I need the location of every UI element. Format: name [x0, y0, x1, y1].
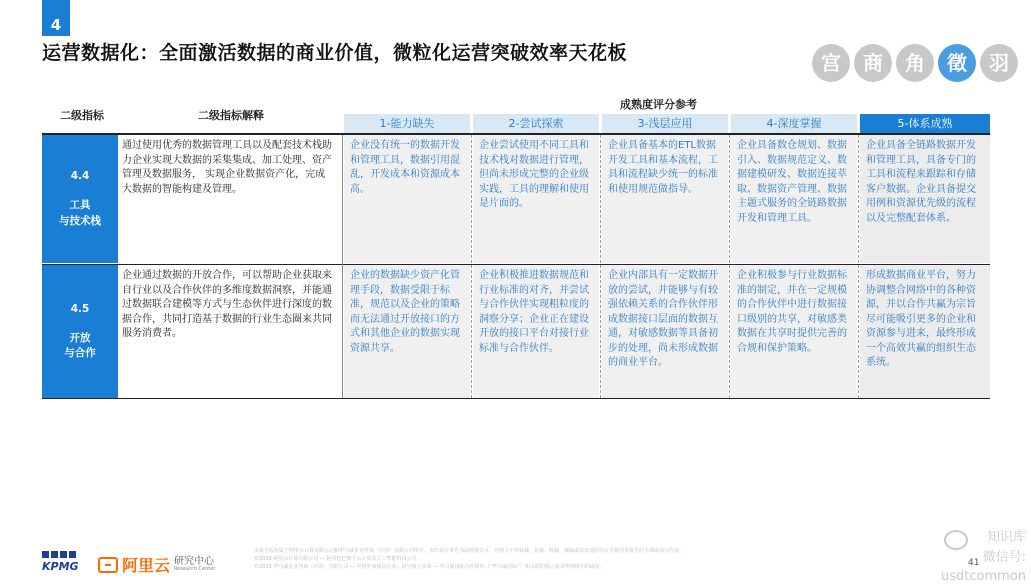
seal-yu: 羽 — [980, 44, 1018, 82]
copyright-note: 本报告版权属于阿里云计算有限公司和毕马威企业咨询（中国）有限公司所有。未经双方事先书面授权许可，任何人不得转载、复制、转载、摘编或以其他任何方式使用本报告的全部或部分内容。 ©2019 阿里云计算有限公司 — 阿里巴巴旗下云计算及人工智能科技公司。 ©2019 毕马威企业咨询（中国）有限公司 — 中国外商独资企业，是与瑞士实体 — 毕马威国际合作组织（“毕马威国际”）相关联的独立成员所网络中的成员。 — [254, 548, 685, 570]
column-divider — [342, 135, 343, 398]
maturity-cell: 企业内部具有一定数据开放的尝试，并能够与有较强依赖关系的合作伙伴形成数据接口层面的数据互通，对敏感数据等具备初步的处理，尚未形成数据的商业平台。 — [602, 265, 728, 398]
level-header-1: 1-能力缺失 — [344, 114, 470, 134]
row-label-4-5 — [42, 265, 118, 398]
aliyun-mark-icon — [98, 557, 118, 573]
header-explanation: 二级指标解释 — [198, 109, 264, 122]
maturity-cell: 企业尝试使用不同工具和技术栈对数据进行管理，但尚未形成完整的企业级实践，工具的理解和使用是片面的。 — [473, 135, 599, 263]
page-number: 41 — [968, 558, 980, 568]
maturity-cell: 形成数据商业平台，努力协调整合网络中的各种资源，并以合作共赢为宗旨尽可能吸引更多的企业和资源参与进来，最终形成一个高效共赢的组织生态系统。 — [860, 265, 990, 398]
maturity-cell: 企业的数据缺少资产化管理手段，数据受限于标准，规范以及企业的策略而无法通过开放接口的方式和其他企业的数据实现资源共享。 — [344, 265, 470, 398]
kpmg-wordmark: KPMG — [42, 560, 79, 573]
row-name-line1: 开放 — [69, 331, 91, 344]
header-maturity: 成熟度评分参考 — [620, 98, 697, 111]
level-header-4: 4-深度掌握 — [731, 114, 857, 134]
seal-gong: 宫 — [812, 44, 850, 82]
aliyun-logo — [98, 553, 215, 576]
table-bottom-divider — [42, 398, 990, 399]
row-explanation: 通过使用优秀的数据管理工具以及配套技术栈助力企业实现大数据的采集集成、加工处理、资产管理及数据服务， 实现企业数据资产化，完成大数据的智能构建及管理。 — [118, 135, 340, 263]
row-name-line2: 与技术栈 — [59, 214, 101, 227]
header-indicator: 二级指标 — [60, 109, 104, 122]
seal-shang: 商 — [854, 44, 892, 82]
research-center-label: 研究中心 Research Center — [174, 556, 216, 572]
maturity-cell: 企业具备全链路数据开发和管理工具，具备专门的工具和流程来跟踪和存储客户数据。企业具备提交用例和资源优先级的流程以及完整配套体系。 — [860, 135, 990, 263]
watermark: 知识库 微信号: usdtcommon — [941, 530, 1026, 584]
aliyun-name: 阿里云 — [122, 556, 171, 575]
brand-seals — [812, 44, 1018, 82]
seal-jue: 角 — [896, 44, 934, 82]
section-number-badge: 4 — [42, 0, 70, 36]
column-divider — [471, 135, 472, 398]
maturity-cell: 企业具备数仓规划、数据引入、数据规范定义、数据建模研发、数据连接萃取、数据资产管理、数据主题式服务的全链路数据开发和管理工具。 — [731, 135, 857, 263]
level-header-2: 2-尝试探索 — [473, 114, 599, 134]
column-divider — [600, 135, 601, 398]
maturity-cell: 企业具备基本的ETL数据开发工具和基本流程，工具和流程缺少统一的标准和使用规范做指导。 — [602, 135, 728, 263]
kpmg-logo — [42, 551, 79, 573]
level-header-3: 3-浅层应用 — [602, 114, 728, 134]
row-name-line2: 与合作 — [64, 347, 96, 360]
row-label-4-4 — [42, 135, 118, 263]
page-title: 运营数据化：全面激活数据的商业价值，微粒化运营突破效率天花板 — [42, 42, 628, 64]
row-code: 4.4 — [70, 170, 90, 183]
maturity-cell: 企业积极推进数据规范和行业标准的对齐，并尝试与合作伙伴实现粗粒度的洞察分享；企业正在建设开放的接口平台对接行业标准与合作伙伴。 — [473, 265, 599, 398]
maturity-cell: 企业积极参与行业数据标准的制定，并在一定规模的合作伙伴中进行数据接口级别的共享，对敏感类数据在共享时提供完善的合规和保护策略。 — [731, 265, 857, 398]
seal-zhi-active: 徵 — [938, 44, 976, 82]
column-divider — [858, 135, 859, 398]
column-divider — [729, 135, 730, 398]
row-explanation: 企业通过数据的开放合作，可以帮助企业获取来自行业以及合作伙伴的多维度数据洞察，并能通过数据联合建模等方式与生态伙伴进行深度的数据合作，共同打造基于数据的行业生态圈来共同服务消费者。 — [118, 265, 340, 398]
level-header-5: 5-体系成熟 — [860, 114, 990, 134]
row-name-line1: 工具 — [69, 199, 91, 212]
row-code: 4.5 — [70, 302, 90, 315]
maturity-cell: 企业没有统一的数据开发和管理工具，数据引用混乱，开发成本和资源成本高。 — [344, 135, 470, 263]
